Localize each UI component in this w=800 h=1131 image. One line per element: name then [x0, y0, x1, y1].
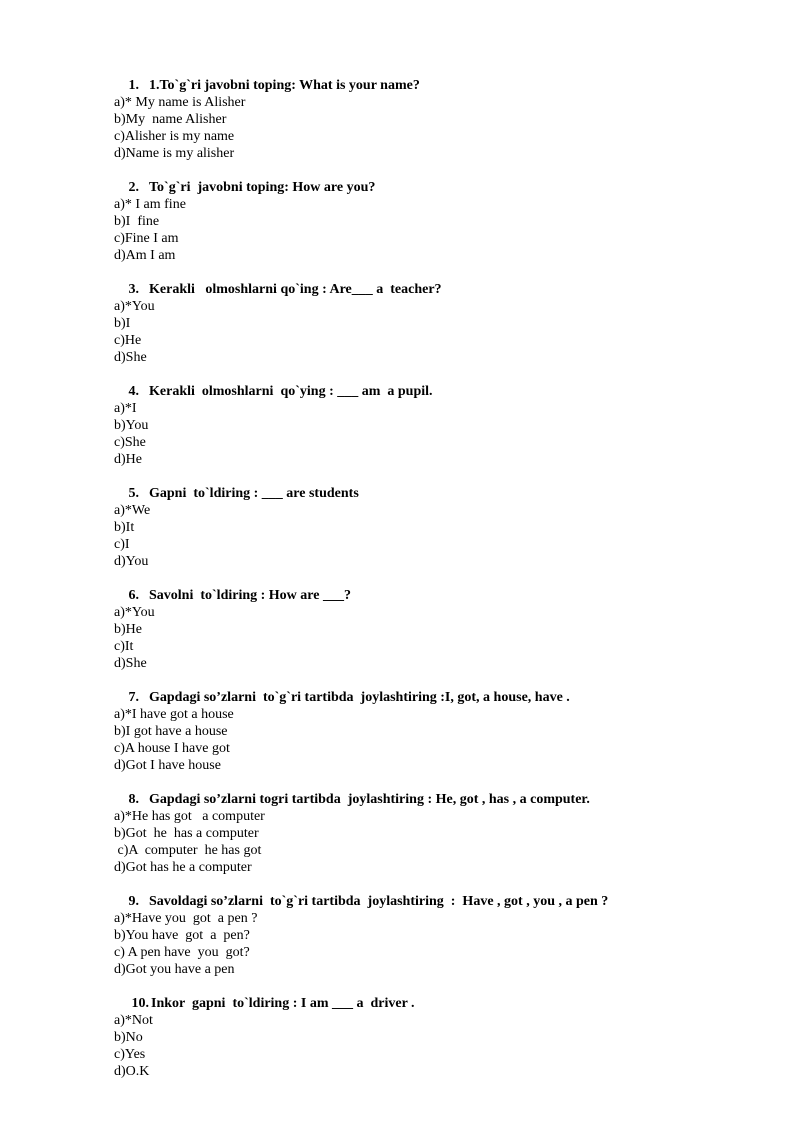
question-text: Gapni to`ldiring : ___ are students	[149, 486, 359, 501]
question-title	[114, 77, 754, 94]
question-title	[114, 281, 754, 298]
question-3	[114, 281, 754, 366]
option-a: a)*You	[114, 605, 155, 620]
question-1	[114, 77, 754, 162]
option-a: a)*I have got a house	[114, 707, 234, 722]
question-number: 8.	[128, 792, 139, 807]
question-6	[114, 587, 754, 672]
option-c: c) A pen have you got?	[114, 945, 250, 960]
option-a: a)* My name is Alisher	[114, 95, 246, 110]
question-number: 10.	[131, 996, 149, 1011]
option-c: c)Yes	[114, 1047, 146, 1062]
question-title	[114, 383, 754, 400]
question-title	[114, 791, 754, 808]
option-a: a)*I	[114, 401, 137, 416]
option-b: b)Got he has a computer	[114, 826, 259, 841]
question-number: 3.	[128, 282, 139, 297]
question-title	[114, 179, 754, 196]
question-9	[114, 893, 754, 978]
option-c: c)A computer he has got	[114, 843, 262, 858]
option-d: d)Got you have a pen	[114, 962, 235, 977]
option-d: d)She	[114, 350, 147, 365]
option-a: a)* I am fine	[114, 197, 186, 212]
option-c: c)She	[114, 435, 146, 450]
option-b: b)My name Alisher	[114, 112, 227, 127]
question-text: 1.To`g`ri javobni toping: What is your name?	[149, 78, 420, 93]
question-text: Savolni to`ldiring : How are ___?	[149, 588, 351, 603]
question-8	[114, 791, 754, 876]
option-a: a)*We	[114, 503, 151, 518]
option-b: b)It	[114, 520, 135, 535]
question-text: Savoldagi so’zlarni to`g`ri tartibda joylashtiring : Have , got , you , a pen ?	[149, 894, 609, 909]
option-a: a)*Have you got a pen ?	[114, 911, 258, 926]
option-b: b)You	[114, 418, 149, 433]
question-4	[114, 383, 754, 468]
option-a: a)*He has got a computer	[114, 809, 265, 824]
question-number: 6.	[128, 588, 139, 603]
option-b: b)No	[114, 1030, 143, 1045]
question-title	[114, 689, 754, 706]
question-text: Kerakli olmoshlarni qo`ying : ___ am a pupil.	[149, 384, 433, 399]
question-text: To`g`ri javobni toping: How are you?	[149, 180, 376, 195]
question-text: Gapdagi so’zlarni to`g`ri tartibda joylashtiring :I, got, a house, have .	[149, 690, 570, 705]
option-a: a)*Not	[114, 1013, 153, 1028]
question-2	[114, 179, 754, 264]
question-number: 1.	[128, 78, 139, 93]
question-7	[114, 689, 754, 774]
option-a: a)*You	[114, 299, 155, 314]
question-number: 5.	[128, 486, 139, 501]
question-number: 4.	[128, 384, 139, 399]
option-d: d)Got has he a computer	[114, 860, 252, 875]
option-d: d)Am I am	[114, 248, 176, 263]
question-10	[114, 995, 754, 1080]
question-text: Inkor gapni to`ldiring : I am ___ a driver .	[151, 996, 415, 1011]
option-c: c)He	[114, 333, 142, 348]
option-d: d)She	[114, 656, 147, 671]
question-5	[114, 485, 754, 570]
question-number: 7.	[128, 690, 139, 705]
option-b: b)He	[114, 622, 142, 637]
option-b: b)I got have a house	[114, 724, 228, 739]
option-b: b)I fine	[114, 214, 160, 229]
option-d: d)O.K	[114, 1064, 150, 1079]
option-d: d)Name is my alisher	[114, 146, 235, 161]
question-number: 2.	[128, 180, 139, 195]
option-c: c)Fine I am	[114, 231, 179, 246]
option-b: b)You have got a pen?	[114, 928, 250, 943]
option-d: d)Got I have house	[114, 758, 221, 773]
option-c: c)I	[114, 537, 130, 552]
option-c: c)It	[114, 639, 134, 654]
question-title	[114, 893, 754, 910]
question-title	[114, 485, 754, 502]
option-d: d)He	[114, 452, 142, 467]
option-d: d)You	[114, 554, 149, 569]
question-text: Gapdagi so’zlarni togri tartibda joylashtiring : He, got , has , a computer.	[149, 792, 590, 807]
question-title	[114, 995, 754, 1012]
option-c: c)A house I have got	[114, 741, 230, 756]
option-c: c)Alisher is my name	[114, 129, 235, 144]
option-b: b)I	[114, 316, 131, 331]
question-text: Kerakli olmoshlarni qo`ing : Are___ a teacher?	[149, 282, 442, 297]
question-number: 9.	[128, 894, 139, 909]
question-title	[114, 587, 754, 604]
